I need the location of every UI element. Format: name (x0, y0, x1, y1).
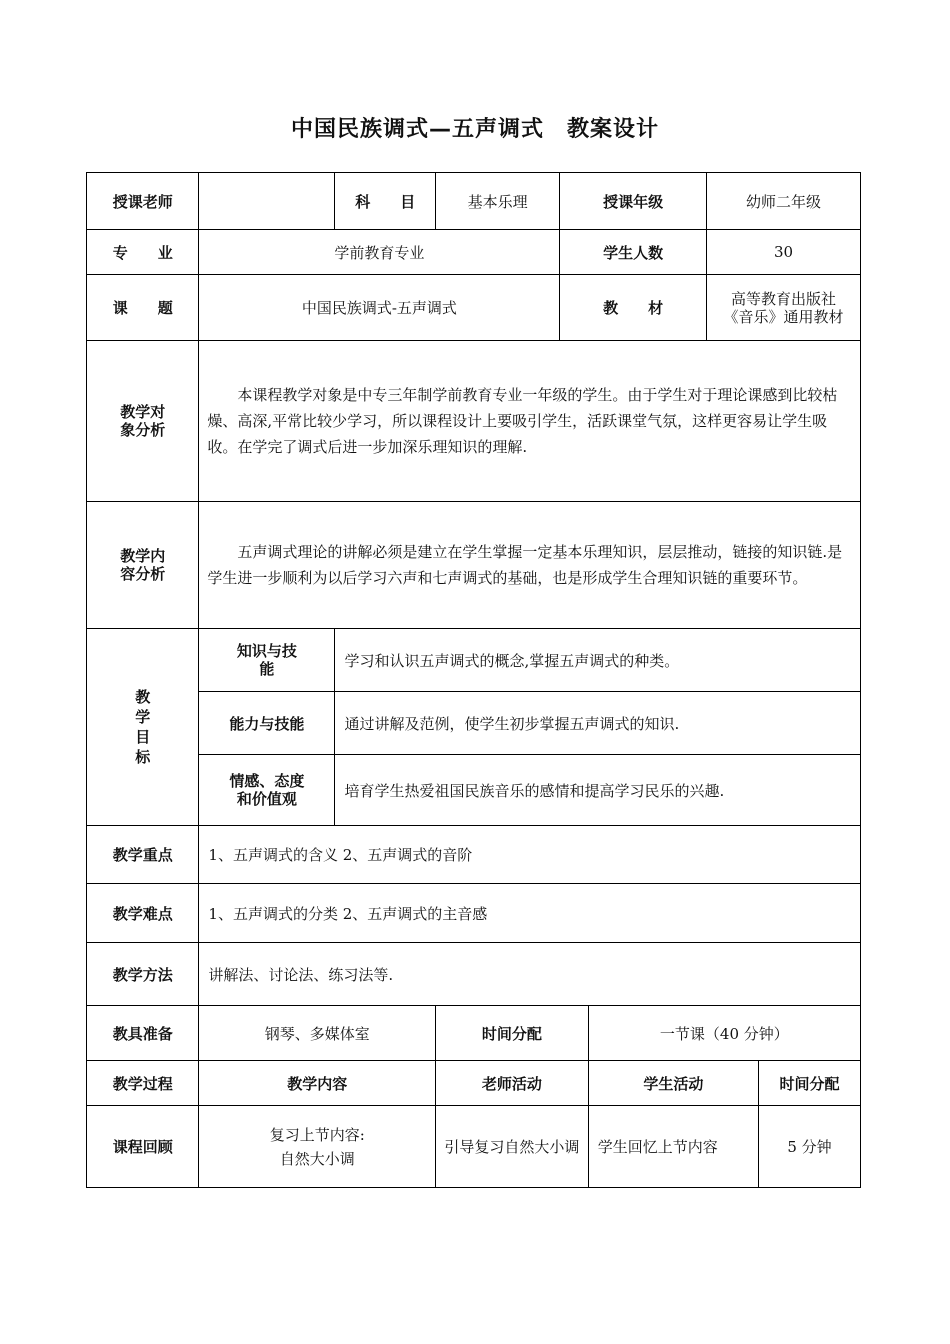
review-label: 课程回顾 (87, 1106, 199, 1188)
students-value: 30 (707, 230, 861, 275)
goals-label-char: 教 (135, 688, 151, 706)
grade-value: 幼师二年级 (707, 173, 861, 230)
table-row-difficulties (87, 884, 861, 943)
textbook-line-1: 高等教育出版社 (731, 289, 837, 308)
goals-label-char: 标 (135, 748, 151, 766)
major-value: 学前教育专业 (199, 230, 560, 275)
equipment-value: 钢琴、多媒体室 (199, 1006, 436, 1061)
content-analysis-label (87, 502, 199, 629)
table-row-goal-emotion (87, 755, 861, 826)
emotion-label-line-1: 情感、态度 (229, 772, 305, 790)
equipment-label: 教具准备 (87, 1006, 199, 1061)
textbook-line-2: 《音乐》通用教材 (723, 307, 844, 326)
topic-label: 课 题 (87, 275, 199, 341)
major-label: 专 业 (87, 230, 199, 275)
object-analysis-text: 本课程教学对象是中专三年制学前教育专业一年级的学生。由于学生对于理论课感到比较枯燥、高深,平常比较少学习，所以课程设计上要吸引学生，活跃课堂气氛，这样更容易让学生吸收。在学完了调式后进一步加深乐理知识的理解. (199, 341, 861, 502)
column-header-content: 教学内容 (199, 1061, 436, 1106)
knowledge-text: 学习和认识五声调式的概念,掌握五声调式的种类。 (335, 629, 861, 692)
lesson-plan-table (86, 172, 861, 1188)
table-row-review (87, 1106, 861, 1188)
goals-label-char: 学 (135, 708, 151, 726)
object-analysis-label (87, 341, 199, 502)
table-row-process-header (87, 1061, 861, 1106)
review-content (199, 1106, 436, 1188)
teacher-label: 授课老师 (87, 173, 199, 230)
table-row-methods (87, 943, 861, 1006)
table-row-major (87, 230, 861, 275)
emotion-text: 培育学生热爱祖国民族音乐的感情和提高学习民乐的兴趣. (335, 755, 861, 826)
textbook-value (707, 275, 861, 341)
difficulties-label: 教学难点 (87, 884, 199, 943)
topic-value: 中国民族调式-五声调式 (199, 275, 560, 341)
knowledge-label-line-1: 知识与技 (236, 642, 297, 660)
teacher-value (199, 173, 335, 230)
column-header-time: 时间分配 (759, 1061, 861, 1106)
ability-label: 能力与技能 (199, 692, 335, 755)
subject-value: 基本乐理 (436, 173, 560, 230)
knowledge-label-line-2: 能 (259, 660, 275, 678)
content-analysis-text: 五声调式理论的讲解必须是建立在学生掌握一定基本乐理知识，层层推动，链接的知识链.是学生进一步顺利为以后学习六声和七声调式的基础，也是形成学生合理知识链的重要环节。 (199, 502, 861, 629)
document-title: 中国民族调式—五声调式 教案设计 (290, 117, 659, 142)
table-row-key-points (87, 826, 861, 884)
textbook-label: 教 材 (560, 275, 707, 341)
object-analysis-label-line-2: 象分析 (120, 421, 166, 439)
table-row-object-analysis (87, 341, 861, 502)
goals-label-char: 目 (135, 728, 151, 746)
key-points-text: 1、五声调式的含义 2、五声调式的音阶 (199, 826, 861, 884)
methods-text: 讲解法、讨论法、练习法等. (199, 943, 861, 1006)
emotion-label-line-2: 和价值观 (236, 790, 297, 808)
content-analysis-label-line-1: 教学内 (120, 547, 166, 565)
time-allocation-label: 时间分配 (436, 1006, 589, 1061)
table-row-teacher (87, 173, 861, 230)
emotion-label (199, 755, 335, 826)
table-row-content-analysis (87, 502, 861, 629)
key-points-label: 教学重点 (87, 826, 199, 884)
table-row-goal-knowledge (87, 629, 861, 692)
column-header-student: 学生活动 (588, 1061, 758, 1106)
table-row-equipment (87, 1006, 861, 1061)
difficulties-text: 1、五声调式的分类 2、五声调式的主音感 (199, 884, 861, 943)
table-row-goal-ability (87, 692, 861, 755)
ability-text: 通过讲解及范例，使学生初步掌握五声调式的知识. (335, 692, 861, 755)
teaching-goals-label (87, 629, 199, 826)
object-analysis-label-line-1: 教学对 (120, 403, 166, 421)
content-analysis-label-line-2: 容分析 (120, 565, 166, 583)
review-content-line-2: 自然大小调 (279, 1149, 355, 1168)
time-allocation-value: 一节课（40 分钟） (588, 1006, 860, 1061)
process-label: 教学过程 (87, 1061, 199, 1106)
students-label: 学生人数 (560, 230, 707, 275)
grade-label: 授课年级 (560, 173, 707, 230)
subject-label: 科 目 (335, 173, 436, 230)
review-teacher-activity: 引导复习自然大小调 (436, 1106, 589, 1188)
review-content-line-1: 复习上节内容: (269, 1125, 365, 1144)
column-header-teacher: 老师活动 (436, 1061, 589, 1106)
table-row-topic (87, 275, 861, 341)
methods-label: 教学方法 (87, 943, 199, 1006)
knowledge-label (199, 629, 335, 692)
review-student-activity: 学生回忆上节内容 (588, 1106, 758, 1188)
review-time: 5 分钟 (759, 1106, 861, 1188)
